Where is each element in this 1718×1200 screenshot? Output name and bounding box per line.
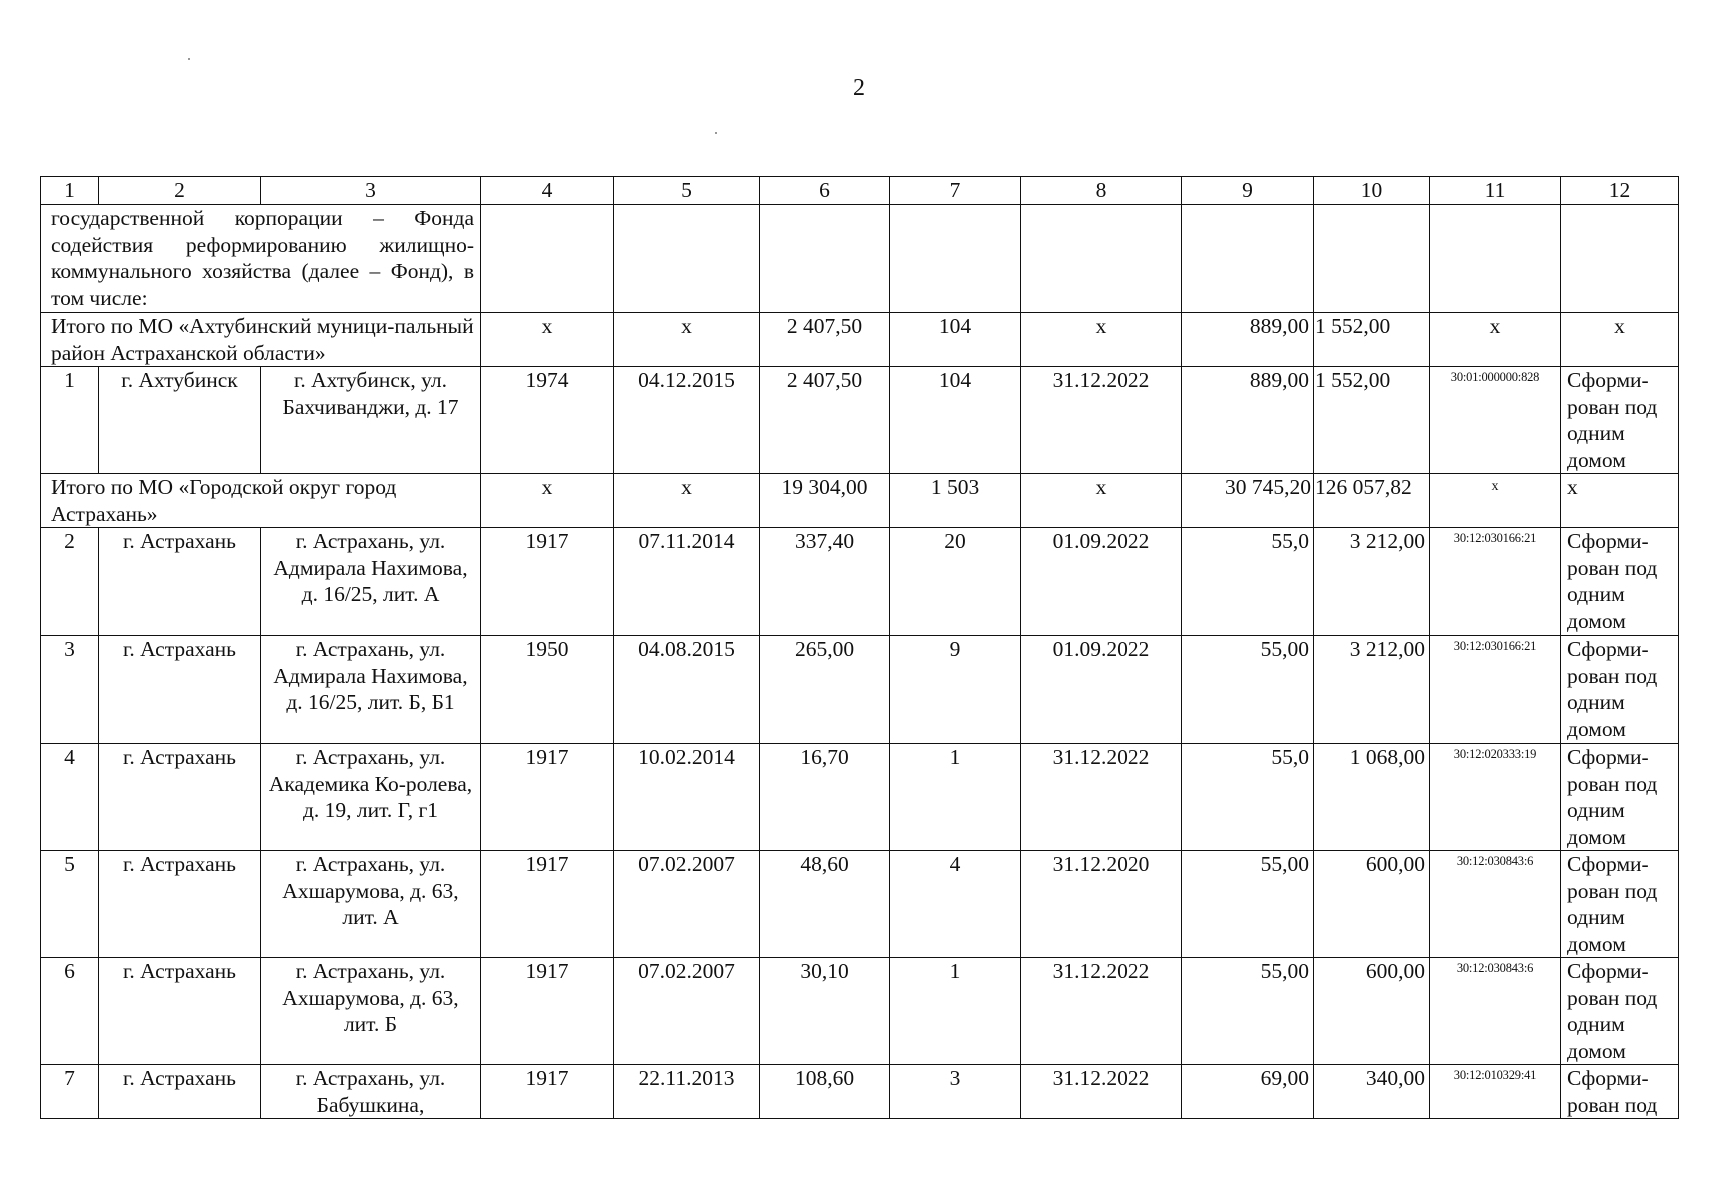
empty-cell — [1430, 205, 1561, 313]
row-cost1: 55,00 — [1182, 851, 1314, 958]
row-people: 4 — [890, 851, 1021, 958]
total-cost2: 1 552,00 — [1314, 313, 1430, 367]
row-cadastral: 30:12:030166:21 — [1430, 636, 1561, 744]
column-number: 6 — [760, 177, 890, 205]
total-area: 2 407,50 — [760, 313, 890, 367]
total-status: х — [1561, 313, 1679, 367]
row-address: г. Астрахань, ул. Ахшарумова, д. 63, лит. А — [261, 851, 481, 958]
column-number: 12 — [1561, 177, 1679, 205]
column-number: 11 — [1430, 177, 1561, 205]
row-city: г. Астрахань — [99, 744, 261, 851]
total-cost1: 30 745,20 — [1182, 474, 1314, 528]
row-address: г. Астрахань, ул. Адмирала Нахимова, д. 16/25, лит. Б, Б1 — [261, 636, 481, 744]
row-cadastral: 30:12:020333:19 — [1430, 744, 1561, 851]
row-status: Сформи-рован под одним домом — [1561, 744, 1679, 851]
empty-cell — [1561, 205, 1679, 313]
empty-cell — [1314, 205, 1430, 313]
row-city: г. Астрахань — [99, 851, 261, 958]
row-date: 10.02.2014 — [614, 744, 760, 851]
row-cost2: 600,00 — [1314, 958, 1430, 1065]
row-people: 3 — [890, 1065, 1021, 1119]
row-number: 1 — [41, 367, 99, 474]
row-cost2: 340,00 — [1314, 1065, 1430, 1119]
row-number: 7 — [41, 1065, 99, 1119]
row-cadastral: 30:12:010329:41 — [1430, 1065, 1561, 1119]
total-label: Итого по МО «Городской округ город Астрахань» — [41, 474, 481, 528]
row-cost2: 3 212,00 — [1314, 636, 1430, 744]
total-people: 104 — [890, 313, 1021, 367]
row-status: Сформи-рован под одним домом — [1561, 958, 1679, 1065]
empty-cell — [1182, 205, 1314, 313]
total-label: Итого по МО «Ахтубинский муници-пальный район Астраханской области» — [41, 313, 481, 367]
row-people: 104 — [890, 367, 1021, 474]
row-people: 20 — [890, 528, 1021, 636]
total-cost1: 889,00 — [1182, 313, 1314, 367]
row-deadline: 31.12.2022 — [1021, 744, 1182, 851]
row-area: 108,60 — [760, 1065, 890, 1119]
row-city: г. Астрахань — [99, 528, 261, 636]
total-row — [41, 474, 1679, 528]
column-number: 9 — [1182, 177, 1314, 205]
row-address: г. Астрахань, ул. Адмирала Нахимова, д. 16/25, лит. А — [261, 528, 481, 636]
row-address: г. Астрахань, ул. Бабушкина, — [261, 1065, 481, 1119]
row-area: 48,60 — [760, 851, 890, 958]
row-year: 1974 — [481, 367, 614, 474]
table-row — [41, 958, 1679, 1065]
row-cadastral: 30:12:030843:6 — [1430, 958, 1561, 1065]
table-row — [41, 744, 1679, 851]
table-row — [41, 528, 1679, 636]
table-row — [41, 851, 1679, 958]
row-date: 07.02.2007 — [614, 958, 760, 1065]
total-row — [41, 313, 1679, 367]
row-cost1: 55,0 — [1182, 528, 1314, 636]
row-city: г. Астрахань — [99, 1065, 261, 1119]
row-status: Сформи-рован под одним домом — [1561, 367, 1679, 474]
row-cost1: 55,00 — [1182, 958, 1314, 1065]
row-number: 4 — [41, 744, 99, 851]
row-number: 5 — [41, 851, 99, 958]
row-area: 16,70 — [760, 744, 890, 851]
row-area: 30,10 — [760, 958, 890, 1065]
column-number-row — [41, 177, 1679, 205]
row-date: 04.12.2015 — [614, 367, 760, 474]
row-cost2: 1 552,00 — [1314, 367, 1430, 474]
total-year: х — [481, 313, 614, 367]
row-cost1: 55,0 — [1182, 744, 1314, 851]
housing-register-table — [40, 176, 1679, 1119]
total-cadastral: х — [1430, 313, 1561, 367]
row-deadline: 31.12.2022 — [1021, 1065, 1182, 1119]
row-number: 3 — [41, 636, 99, 744]
empty-cell — [760, 205, 890, 313]
row-deadline: 31.12.2022 — [1021, 958, 1182, 1065]
row-area: 337,40 — [760, 528, 890, 636]
empty-cell — [614, 205, 760, 313]
row-people: 1 — [890, 744, 1021, 851]
column-number: 4 — [481, 177, 614, 205]
total-year: х — [481, 474, 614, 528]
row-cadastral: 30:12:030843:6 — [1430, 851, 1561, 958]
column-number: 3 — [261, 177, 481, 205]
row-date: 07.11.2014 — [614, 528, 760, 636]
column-number: 7 — [890, 177, 1021, 205]
row-year: 1917 — [481, 1065, 614, 1119]
row-status: Сформи-рован под одним домом — [1561, 636, 1679, 744]
row-status: Сформи-рован под одним домом — [1561, 528, 1679, 636]
row-people: 9 — [890, 636, 1021, 744]
total-deadline: х — [1021, 313, 1182, 367]
table-row — [41, 367, 1679, 474]
empty-cell — [1021, 205, 1182, 313]
row-deadline: 01.09.2022 — [1021, 636, 1182, 744]
intro-row — [41, 205, 1679, 313]
row-city: г. Астрахань — [99, 636, 261, 744]
row-cadastral: 30:12:030166:21 — [1430, 528, 1561, 636]
intro-text: государственной корпорации – Фонда содействия реформированию жилищно-коммунального хозяйства (далее – Фонд), в том числе: — [41, 205, 481, 313]
empty-cell — [890, 205, 1021, 313]
total-cadastral: х — [1430, 474, 1561, 528]
scan-speck — [188, 58, 190, 60]
row-year: 1917 — [481, 744, 614, 851]
total-cost2: 126 057,82 — [1314, 474, 1430, 528]
row-cost1: 69,00 — [1182, 1065, 1314, 1119]
row-people: 1 — [890, 958, 1021, 1065]
row-address: г. Астрахань, ул. Академика Ко-ролева, д. 19, лит. Г, г1 — [261, 744, 481, 851]
row-deadline: 01.09.2022 — [1021, 528, 1182, 636]
row-deadline: 31.12.2022 — [1021, 367, 1182, 474]
row-cadastral: 30:01:000000:828 — [1430, 367, 1561, 474]
total-deadline: х — [1021, 474, 1182, 528]
column-number: 8 — [1021, 177, 1182, 205]
row-address: г. Ахтубинск, ул. Бахчиванджи, д. 17 — [261, 367, 481, 474]
row-year: 1917 — [481, 958, 614, 1065]
row-area: 265,00 — [760, 636, 890, 744]
column-number: 2 — [99, 177, 261, 205]
total-people: 1 503 — [890, 474, 1021, 528]
column-number: 1 — [41, 177, 99, 205]
row-year: 1917 — [481, 528, 614, 636]
total-date: х — [614, 313, 760, 367]
row-cost2: 1 068,00 — [1314, 744, 1430, 851]
table-row — [41, 1065, 1679, 1119]
row-cost2: 600,00 — [1314, 851, 1430, 958]
scan-speck — [715, 132, 717, 134]
row-deadline: 31.12.2020 — [1021, 851, 1182, 958]
row-address: г. Астрахань, ул. Ахшарумова, д. 63, лит. Б — [261, 958, 481, 1065]
row-cost1: 889,00 — [1182, 367, 1314, 474]
row-cost1: 55,00 — [1182, 636, 1314, 744]
row-status: Сформи-рован под — [1561, 1065, 1679, 1119]
table-row — [41, 636, 1679, 744]
column-number: 5 — [614, 177, 760, 205]
total-status: х — [1561, 474, 1679, 528]
column-number: 10 — [1314, 177, 1430, 205]
row-number: 2 — [41, 528, 99, 636]
page-number: 2 — [853, 75, 865, 101]
row-date: 22.11.2013 — [614, 1065, 760, 1119]
row-status: Сформи-рован под одним домом — [1561, 851, 1679, 958]
row-city: г. Астрахань — [99, 958, 261, 1065]
row-year: 1917 — [481, 851, 614, 958]
row-number: 6 — [41, 958, 99, 1065]
row-date: 04.08.2015 — [614, 636, 760, 744]
total-area: 19 304,00 — [760, 474, 890, 528]
row-cost2: 3 212,00 — [1314, 528, 1430, 636]
row-year: 1950 — [481, 636, 614, 744]
row-area: 2 407,50 — [760, 367, 890, 474]
total-date: х — [614, 474, 760, 528]
row-city: г. Ахтубинск — [99, 367, 261, 474]
empty-cell — [481, 205, 614, 313]
row-date: 07.02.2007 — [614, 851, 760, 958]
